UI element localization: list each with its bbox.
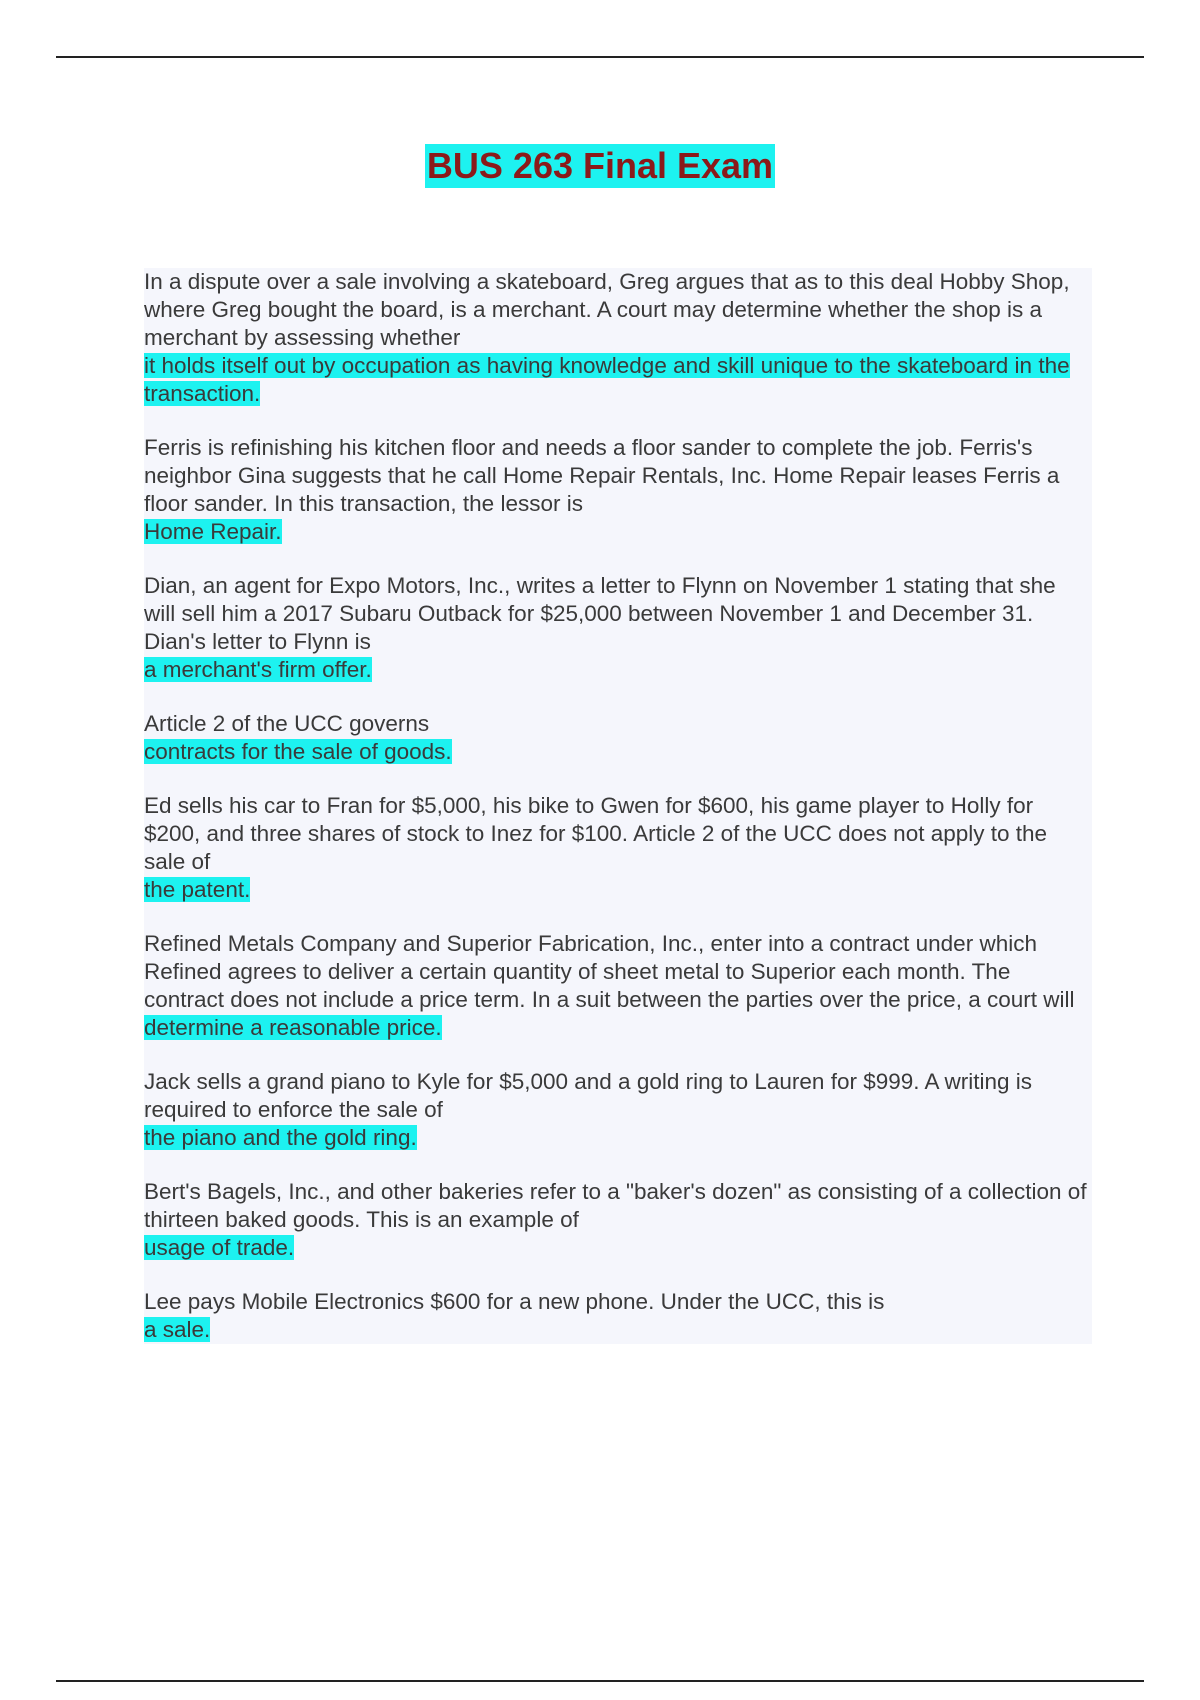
- answer-highlight: contracts for the sale of goods.: [144, 739, 452, 764]
- qa-item: [144, 930, 1092, 1042]
- question-text: Lee pays Mobile Electronics $600 for a new phone. Under the UCC, this is: [144, 1289, 885, 1314]
- question-text: Bert's Bagels, Inc., and other bakeries refer to a "baker's dozen" as consisting of a collection of thirteen baked goods. This is an example of: [144, 1179, 1087, 1232]
- answer-text: [144, 656, 1092, 684]
- answer-highlight: a sale.: [144, 1317, 211, 1342]
- qa-item: [144, 572, 1092, 684]
- qa-item: [144, 710, 1092, 766]
- qa-panel: [144, 268, 1092, 1344]
- title-container: [0, 144, 1200, 188]
- answer-text: [144, 1124, 1092, 1152]
- answer-highlight: a merchant's firm offer.: [144, 657, 372, 682]
- answer-highlight: determine a reasonable price.: [144, 1015, 442, 1040]
- answer-text: [144, 738, 1092, 766]
- answer-text: [144, 1014, 1092, 1042]
- question-text: Refined Metals Company and Superior Fabrication, Inc., enter into a contract under which Refined agrees to deliver a certain quantity of sheet metal to Superior each month. The contract does not include a price term. In a suit between the parties over the price, a court will: [144, 931, 1075, 1012]
- qa-item: [144, 1178, 1092, 1262]
- question-text: In a dispute over a sale involving a skateboard, Greg argues that as to this deal Hobby Shop, where Greg bought the board, is a merchant. A court may determine whether the shop is a merchant by assessing whether: [144, 269, 1070, 350]
- answer-text: [144, 876, 1092, 904]
- top-rule: [56, 56, 1144, 58]
- answer-text: [144, 352, 1092, 408]
- answer-highlight: the patent.: [144, 877, 251, 902]
- bottom-rule: [56, 1680, 1144, 1682]
- question-text: Article 2 of the UCC governs: [144, 711, 430, 736]
- answer-highlight: usage of trade.: [144, 1235, 295, 1260]
- question-text: Ferris is refinishing his kitchen floor and needs a floor sander to complete the job. Ferris's neighbor Gina suggests that he call Home Repair Rentals, Inc. Home Repair leases Ferris a floor sander. In this transaction, the lessor is: [144, 435, 1060, 516]
- qa-item: [144, 268, 1092, 408]
- answer-text: [144, 518, 1092, 546]
- answer-highlight: it holds itself out by occupation as having knowledge and skill unique to the skateboard in the transaction.: [144, 353, 1070, 406]
- question-text: Jack sells a grand piano to Kyle for $5,000 and a gold ring to Lauren for $999. A writing is required to enforce the sale of: [144, 1069, 1033, 1122]
- answer-text: [144, 1234, 1092, 1262]
- qa-item: [144, 1288, 1092, 1344]
- answer-text: [144, 1316, 1092, 1344]
- page-title: BUS 263 Final Exam: [426, 145, 774, 186]
- answer-highlight: the piano and the gold ring.: [144, 1125, 417, 1150]
- question-text: Dian, an agent for Expo Motors, Inc., writes a letter to Flynn on November 1 stating that she will sell him a 2017 Subaru Outback for $25,000 between November 1 and December 31. Dian's letter to Flynn is: [144, 573, 1056, 654]
- question-text: Ed sells his car to Fran for $5,000, his bike to Gwen for $600, his game player to Holly for $200, and three shares of stock to Inez for $100. Article 2 of the UCC does not apply to the sale of: [144, 793, 1048, 874]
- answer-highlight: Home Repair.: [144, 519, 282, 544]
- qa-item: [144, 792, 1092, 904]
- qa-item: [144, 1068, 1092, 1152]
- qa-item: [144, 434, 1092, 546]
